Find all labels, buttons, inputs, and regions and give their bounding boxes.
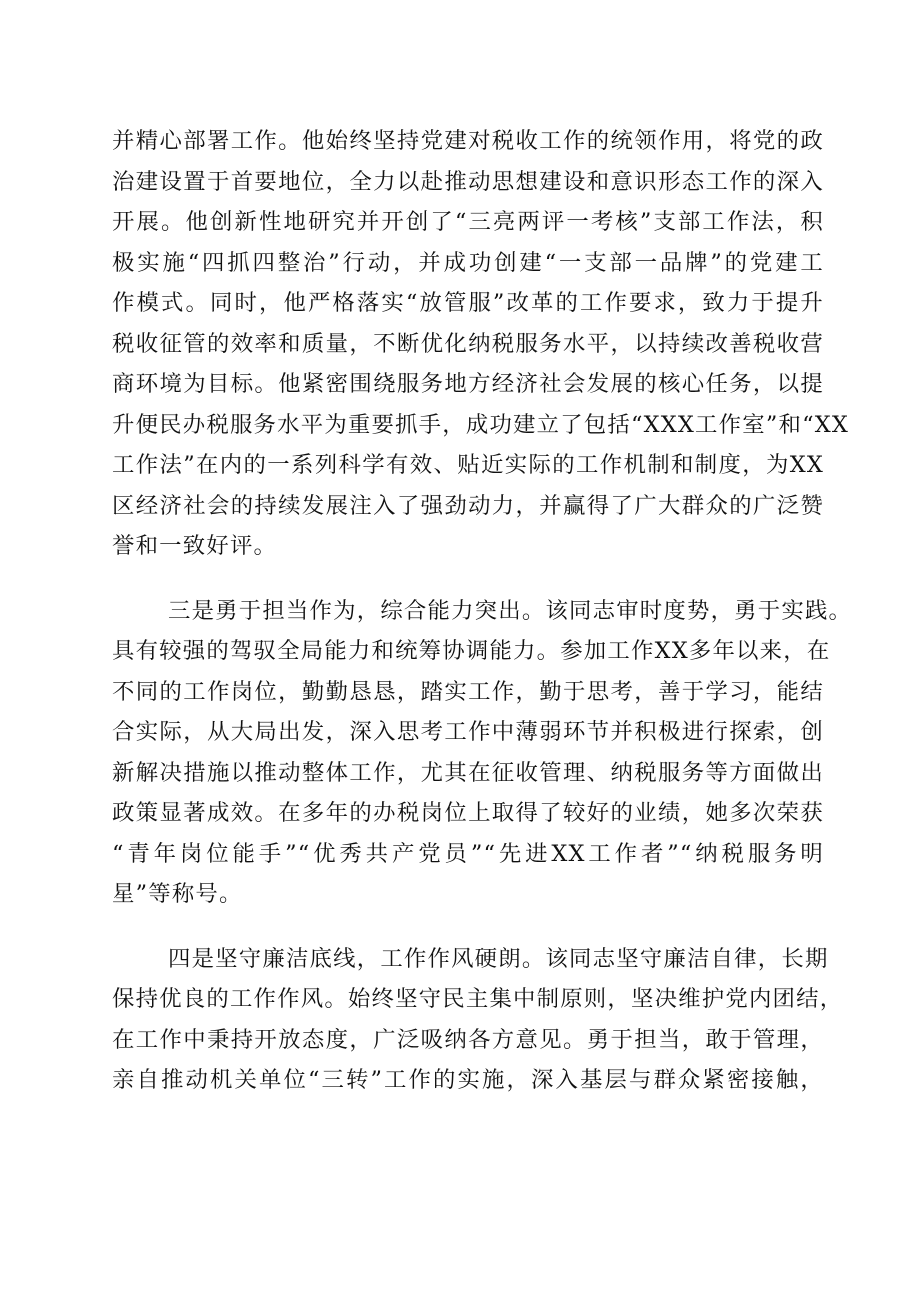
text-line: 税收征管的效率和质量，不断优化纳税服务水平，以持续改善税收营: [112, 330, 824, 357]
text-line: 工作法”在内的一系列科学有效、贴近实际的工作机制和制度，为XX: [112, 452, 824, 478]
text-line: 作模式。同时，他严格落实“放管服”改革的工作要求，致力于提升: [112, 290, 824, 316]
text-line: 升便民办税服务水平为重要抓手，成功建立了包括“XXX工作室”和“XX: [112, 411, 849, 438]
text-line: 誉和一致好评。: [112, 533, 278, 559]
text-line: 合实际，从大局出发，深入思考工作中薄弱环节并积极进行探索，创: [112, 719, 824, 745]
document-body: [112, 121, 853, 1101]
text-line: 新解决措施以推动整体工作，尤其在征收管理、纳税服务等方面做出: [112, 759, 824, 786]
text-line: 三是勇于担当作为，综合能力突出。该同志审时度势，勇于实践。: [168, 597, 853, 624]
text-line: 星”等称号。: [112, 881, 243, 907]
text-line: 开展。他创新性地研究并开创了“三亮两评一考核”支部工作法，积: [112, 209, 824, 235]
text-line: “青年岗位能手”“优秀共产党员”“先进XX工作者”“纳税服务明: [112, 840, 824, 867]
paragraph-3: [112, 939, 844, 1101]
text-line: 商环境为目标。他紧密围绕服务地方经济社会发展的核心任务，以提: [112, 371, 824, 397]
paragraph-gap: [112, 567, 824, 591]
text-line: 亲自推动机关单位“三转”工作的实施，深入基层与群众紧密接触，: [112, 1067, 824, 1093]
text-line: 不同的工作岗位，勤勤恳恳，踏实工作，勤于思考，善于学习，能结: [112, 678, 824, 705]
text-line: 政策显著成效。在多年的办税岗位上取得了较好的业绩，她多次荣获: [112, 800, 824, 826]
text-line: 保持优良的工作作风。始终坚守民主集中制原则，坚决维护党内团结，: [112, 986, 844, 1012]
text-line: 在工作中秉持开放态度，广泛吸纳各方意见。勇于担当，敢于管理，: [112, 1026, 824, 1053]
paragraph-gap: [112, 915, 824, 939]
text-line: 极实施“四抓四整治”行动，并成功创建“一支部一品牌”的党建工: [112, 249, 824, 276]
paragraph-2: [112, 591, 853, 915]
text-line: 治建设置于首要地位，全力以赴推动思想建设和意识形态工作的深入: [112, 168, 824, 195]
paragraph-1: [112, 121, 849, 567]
text-line: 四是坚守廉洁底线，工作作风硬朗。该同志坚守廉洁自律，长期: [168, 945, 829, 972]
text-line: 具有较强的驾驭全局能力和统筹协调能力。参加工作XX多年以来，在: [112, 638, 831, 664]
text-line: 并精心部署工作。他始终坚持党建对税收工作的统领作用，将党的政: [112, 128, 824, 154]
text-line: 区经济社会的持续发展注入了强劲动力，并赢得了广大群众的广泛赞: [112, 492, 824, 519]
